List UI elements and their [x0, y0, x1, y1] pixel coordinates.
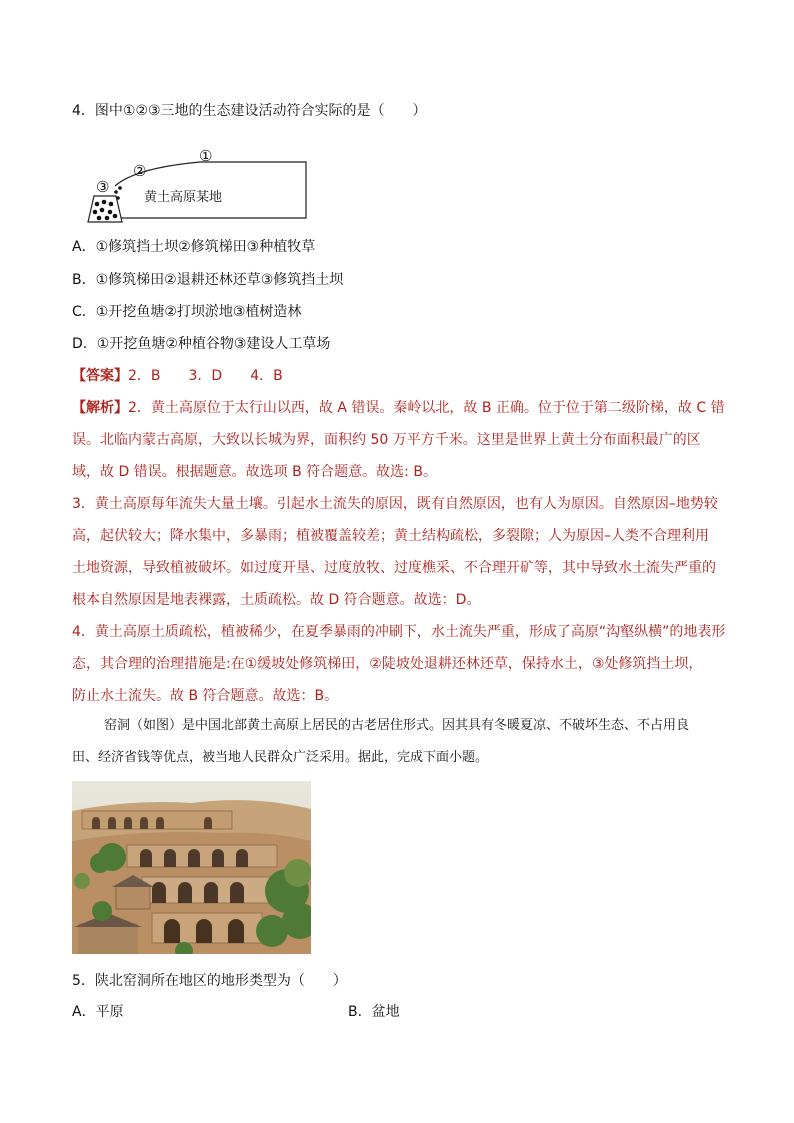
analysis-p4-line: 态，其合理的治理措施是:在①缓坡处修筑梯田，②陡坡处退耕还林还草，保持水土，③处修筑挡土坝，	[72, 656, 703, 672]
marker-1: ①	[199, 147, 213, 165]
answer-label: 【答案】	[72, 368, 128, 384]
diagram-label: 黄土高原某地	[144, 190, 223, 205]
analysis-p4-line: 4．黄土高原土质疏松，植被稀少，在夏季暴雨的冲刷下，水土流失严重，形成了高原“沟壑纵横”的地表形	[72, 624, 726, 640]
analysis-p4-line: 防止水土流失。故 B 符合题意。故选：B。	[72, 688, 339, 704]
analysis-p2-line: 误。北临内蒙古高原，大致以长城为界，面积约 50 万平方千米。这里是世界上黄土分布面积最广的区	[72, 432, 701, 448]
answer-line	[72, 366, 283, 386]
analysis-p2-line: 域，故 D 错误。根据题意。故选项 B 符合题意。故选: B。	[72, 464, 437, 480]
analysis-p3-line: 高，起伏较大；降水集中，多暴雨；植被覆盖较差；黄土结构疏松，多裂隙；人为原因–人类不合理利用	[72, 528, 709, 544]
analysis-label: 【解析】	[72, 400, 128, 416]
marker-3: ③	[96, 178, 110, 196]
q4-option-c: C．①开挖鱼塘②打坝淤地③植树造林	[72, 304, 302, 320]
answer-text: 2．B 3．D 4．B	[128, 368, 283, 384]
q5-stem: 5．陕北窑洞所在地区的地形类型为（ ）	[72, 973, 347, 989]
q4-option-a: A．①修筑挡土坝②修筑梯田③种植牧草	[72, 239, 316, 255]
intro-line: 田、经济省钱等优点，被当地人民群众广泛采用。据此，完成下面小题。	[72, 750, 489, 765]
analysis-p2-line: 2．黄土高原位于太行山以西，故 A 错误。秦岭以北，故 B 正确。位于位于第二级阶梯，故 C 错	[128, 400, 725, 416]
intro-line: 窑洞（如图）是中国北部黄土高原上居民的古老居住形式。因其具有冬暖夏凉、不破坏生态、不占用良	[104, 718, 690, 733]
q4-stem: 4．图中①②③三地的生态建设活动符合实际的是（ ）	[72, 103, 427, 119]
analysis-p3-line: 根本自然原因是地表裸露，土质疏松。故 D 符合题意。故选：D。	[72, 592, 481, 608]
analysis-line	[72, 398, 725, 418]
analysis-p3-line: 土地资源，导致植被破坏。如过度开垦、过度放牧、过度樵采、不合理开矿等，其中导致水土流失严重的	[72, 560, 716, 576]
analysis-p3-line: 3．黄土高原每年流失大量土壤。引起水土流失的原因，既有自然原因，也有人为原因。自然原因–地势较	[72, 496, 718, 512]
q5-option-b: B．盆地	[348, 1004, 400, 1020]
q4-option-b: B．①修筑梯田②退耕还林还草③修筑挡土坝	[72, 272, 344, 288]
loess-plateau-diagram	[80, 146, 320, 226]
cave-dwelling-photo	[72, 781, 311, 954]
q5-option-a: A．平原	[72, 1004, 124, 1020]
q4-option-d: D．①开挖鱼塘②种植谷物③建设人工草场	[72, 336, 331, 352]
marker-2: ②	[133, 162, 147, 180]
